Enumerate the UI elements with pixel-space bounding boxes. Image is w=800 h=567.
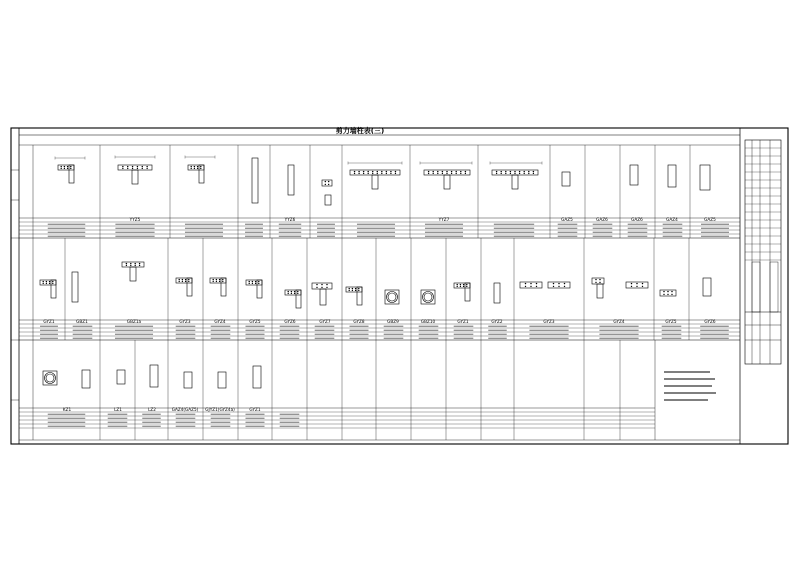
column-label: GYZ1 (43, 319, 55, 324)
column-label: GYZ7 (319, 319, 331, 324)
column-section (494, 283, 500, 303)
column-section (82, 370, 90, 388)
column-label: GAZ6 (631, 217, 643, 222)
column-label: GJYZ1(GYZ4a) (205, 407, 235, 412)
column-section (312, 283, 332, 289)
column-label: GAZ6 (596, 217, 608, 222)
column-section (700, 165, 710, 190)
column-section (246, 280, 262, 285)
column-section (454, 283, 470, 288)
column-label: GYZ1 (457, 319, 469, 324)
column-label: GYZ4 (613, 319, 625, 324)
column-section (117, 370, 125, 384)
column-label: LZ2 (148, 407, 156, 412)
column-label: GBZ1 (76, 319, 88, 324)
column-label: GYZ4 (214, 319, 226, 324)
column-label: LZ1 (114, 407, 122, 412)
column-section (176, 278, 192, 283)
column-section (465, 283, 470, 301)
column-label: KZ1 (62, 407, 72, 412)
column-section (444, 175, 450, 189)
column-label: GBZ10 (420, 319, 436, 324)
column-section (630, 165, 638, 185)
column-label: GAZ4(GAZ5) (171, 407, 199, 412)
column-section (199, 165, 204, 183)
column-label: GBZ9 (387, 319, 399, 324)
column-section (69, 165, 74, 183)
column-section (122, 262, 144, 267)
column-label: GYZ5 (665, 319, 677, 324)
column-section (221, 278, 226, 296)
column-section (322, 180, 332, 186)
column-section (285, 290, 301, 295)
column-section (372, 175, 378, 189)
column-label: GYZ8 (353, 319, 365, 324)
column-section (492, 170, 538, 175)
column-section (257, 280, 262, 298)
column-label: GYZ5 (249, 319, 261, 324)
column-section (296, 290, 301, 308)
column-label: GAZ5 (561, 217, 573, 222)
column-label: GYZ6 (284, 319, 296, 324)
column-label: GBZ1a (126, 319, 142, 324)
column-section (130, 267, 136, 281)
column-section (660, 290, 676, 296)
column-section (72, 272, 78, 302)
column-section (40, 280, 56, 285)
column-section (58, 165, 74, 170)
notes-block (660, 368, 736, 408)
column-section (668, 165, 676, 187)
column-section (150, 365, 158, 387)
column-section (424, 170, 470, 175)
column-section (184, 372, 192, 388)
column-label: GYZ1 (249, 407, 261, 412)
column-section (218, 372, 226, 388)
column-label: GAZ4 (666, 217, 678, 222)
column-section (252, 158, 258, 203)
drawing-title: 剪力墙柱表(三) (335, 127, 385, 135)
column-section (592, 278, 604, 284)
column-section (132, 170, 138, 184)
column-section (253, 366, 261, 388)
column-section (346, 287, 362, 292)
column-section (118, 165, 152, 170)
column-section (562, 172, 570, 186)
column-label: YYZ7 (438, 217, 450, 222)
column-label: GAZ5 (704, 217, 716, 222)
column-section (626, 282, 648, 288)
column-section (703, 278, 711, 296)
column-label: GYZ6 (704, 319, 716, 324)
column-section (520, 282, 542, 288)
column-section (325, 195, 331, 205)
column-section (597, 284, 603, 298)
column-section (210, 278, 226, 283)
column-label: YYZ6 (284, 217, 296, 222)
column-section (51, 280, 56, 298)
column-label: GYZ2 (491, 319, 503, 324)
column-section (288, 165, 294, 195)
column-section (548, 282, 570, 288)
column-section (187, 278, 192, 296)
column-label: GYZ3 (179, 319, 191, 324)
column-section (320, 289, 326, 305)
column-section (350, 170, 400, 175)
column-section (357, 287, 362, 305)
column-label: GYZ3 (543, 319, 555, 324)
column-section (512, 175, 518, 189)
column-label: YYZ5 (129, 217, 141, 222)
elevation-legend-table (745, 140, 781, 364)
column-section (188, 165, 204, 170)
